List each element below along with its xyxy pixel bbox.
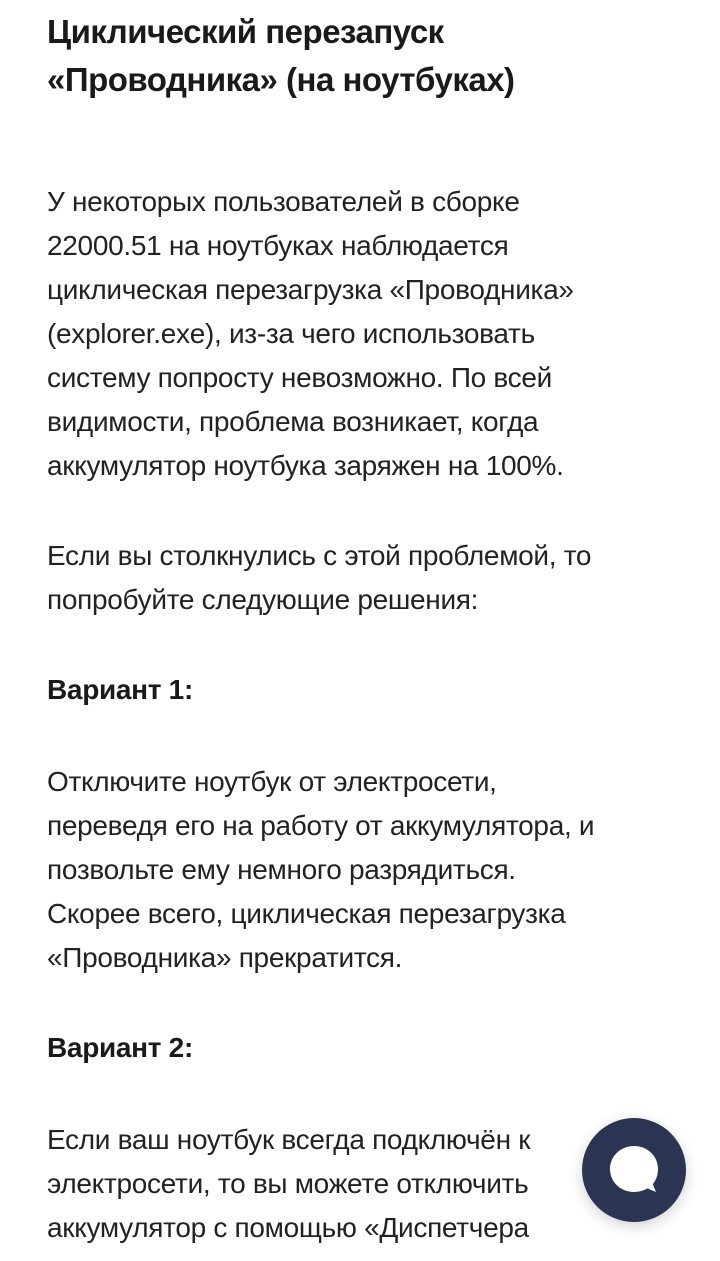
variant1-paragraph [47, 760, 697, 980]
text-line: электросети, то вы можете отключить [47, 1168, 529, 1199]
intro-paragraph [47, 180, 697, 488]
text-line: 22000.51 на ноутбуках наблюдается [47, 230, 509, 261]
chat-bubble-icon [606, 1142, 662, 1198]
text-line: У некоторых пользователей в сборке [47, 186, 520, 217]
title-line: Циклический перезапуск [47, 13, 444, 50]
chat-widget-button[interactable] [582, 1118, 686, 1222]
text-line: (explorer.exe), из-за чего использовать [47, 318, 535, 349]
text-line: позвольте ему немного разрядиться. [47, 854, 516, 885]
text-line: «Проводника» прекратится. [47, 942, 403, 973]
text-line: Если вы столкнулись с этой проблемой, то [47, 540, 592, 571]
title-line: «Проводника» (на ноутбуках) [47, 61, 515, 98]
text-line: видимости, проблема возникает, когда [47, 406, 539, 437]
article-title [47, 8, 667, 104]
text-line: аккумулятор ноутбука заряжен на 100%. [47, 450, 564, 481]
text-line: попробуйте следующие решения: [47, 584, 479, 615]
variant1-heading: Вариант 1: [47, 674, 193, 705]
text-line: Скорее всего, циклическая перезагрузка [47, 898, 566, 929]
text-line: Отключите ноутбук от электросети, [47, 766, 497, 797]
text-line: систему попросту невозможно. По всей [47, 362, 552, 393]
text-line: Если ваш ноутбук всегда подключён к [47, 1124, 531, 1155]
variant2-heading: Вариант 2: [47, 1032, 193, 1063]
lead-paragraph [47, 534, 697, 622]
text-line: аккумулятор с помощью «Диспетчера [47, 1212, 529, 1243]
text-line: циклическая перезагрузка «Проводника» [47, 274, 574, 305]
text-line: переведя его на работу от аккумулятора, и [47, 810, 595, 841]
